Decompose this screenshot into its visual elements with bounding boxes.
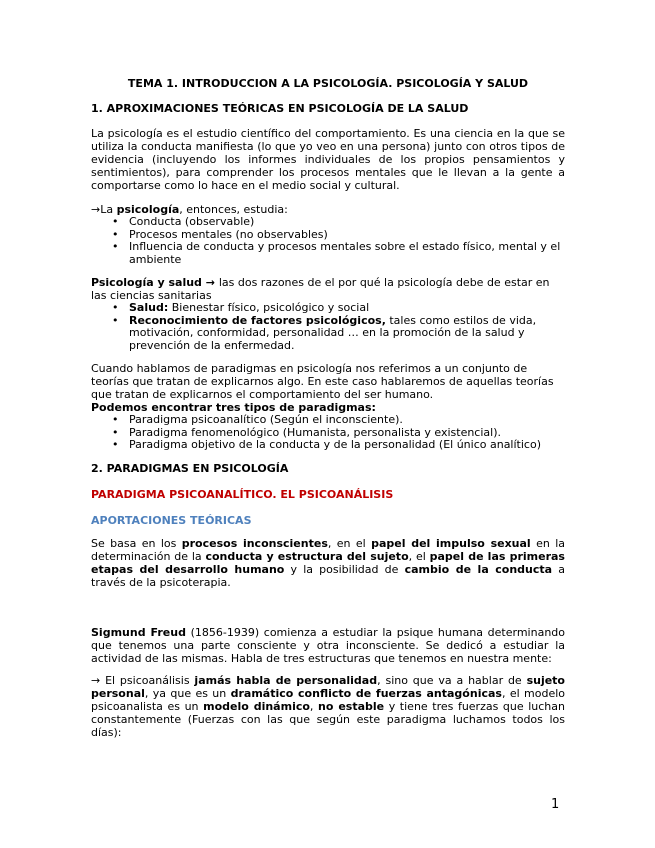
bold-run: no estable: [318, 700, 385, 713]
bold-run: papel de las primeras etapas del desarrollo humano: [91, 550, 565, 576]
text-run: , ya que es un: [144, 687, 231, 700]
text-run: y tiene tres fuerzas que luchan constantemente (Fuerzas con las que según este paradigma luchamos todos los días):: [91, 700, 565, 739]
bold-run: jamás habla de personalidad: [194, 674, 378, 687]
text-run: (1856-1939) comienza a estudiar la psique humana determinando que tenemos una parte consciente y otra inconsciente. Se dedicó a estudiar la actividad de las mismas. Habla de tres estructuras que tenemos en nuestra mente:: [91, 626, 566, 665]
studies-list: [91, 216, 565, 266]
paradigms-block: [91, 362, 565, 452]
list-item: • Conducta (observable): [91, 216, 565, 229]
section2-heading: 2. PARADIGMAS EN PSICOLOGÍA: [91, 462, 289, 475]
text-run: → El psicoanálisis: [91, 674, 195, 687]
list-item: • Paradigma objetivo de la conducta y de la personalidad (El único analítico): [91, 439, 565, 452]
text-run: , sino que va a hablar de: [377, 674, 527, 687]
text-run: , en el: [327, 537, 372, 550]
section1-heading: 1. APROXIMACIONES TEÓRICAS EN PSICOLOGÍA DE LA SALUD: [91, 102, 469, 115]
list-item: • Influencia de conducta y procesos mentales sobre el estado físico, mental y el ambiente: [91, 241, 565, 266]
studies-block: [91, 203, 565, 266]
bold-run: dramático conflicto de fuerzas antagónicas: [230, 687, 502, 700]
paradigms-text: Cuando hablamos de paradigmas en psicología nos referimos a un conjunto de teorías que tratan de explicarnos algo. En este caso hablaremos de aquellas teorías que tratan de explicarnos el comportamiento del ser humano.: [91, 362, 554, 401]
studies-bold: psicología: [116, 203, 180, 216]
paragraph-2: [91, 626, 565, 665]
list-item: • Paradigma fenomenológico (Humanista, personalista y existencial).: [91, 427, 565, 440]
red-heading: PARADIGMA PSICOANALÍTICO. EL PSICOANÁLISIS: [91, 488, 394, 501]
intro-paragraph: La psicología es el estudio científico del comportamiento. Es una ciencia en la que se utiliza la conducta manifiesta (lo que yo veo en una persona) junto con otros tipos de evidencia (incluyendo los informes individuales de los propios pensamientos y sentimientos), para comprender los procesos mentales que le llevan a la gente a comportarse como lo hace en el medio social y cultural.: [91, 127, 565, 192]
text-run: en la determinación de la: [91, 537, 566, 563]
page-title: TEMA 1. INTRODUCCION A LA PSICOLOGÍA. PSICOLOGÍA Y SALUD: [127, 77, 529, 90]
arrow-icon: →: [201, 276, 219, 289]
text-run: y la posibilidad de: [284, 563, 405, 576]
health-block: [91, 276, 565, 352]
paragraph-1: [91, 537, 565, 589]
bold-run: papel del impulso sexual: [371, 537, 531, 550]
studies-suffix: , entonces, estudia:: [179, 203, 288, 216]
item-bold: Salud:: [129, 301, 169, 314]
health-text: las dos razones de el por qué la psicología debe de estar en las ciencias sanitarias: [91, 276, 550, 302]
bold-run: conducta y estructura del sujeto: [205, 550, 409, 563]
bold-run: modelo dinámico: [203, 700, 310, 713]
paradigms-list: [91, 414, 565, 452]
item-text: Bienestar físico, psicológico y social: [168, 301, 370, 314]
list-item: • Procesos mentales (no observables): [91, 229, 565, 242]
text-run: , el modelo psicoanalista es un: [91, 687, 565, 713]
text-run: , el: [408, 550, 430, 563]
list-item: • Paradigma psicoanalítico (Según el inconsciente).: [91, 414, 565, 427]
item-text: tales como estilos de vida, motivación, conformidad, personalidad … en la promoción de la salud y prevención de la enfermedad.: [129, 313, 537, 352]
arrow-prefix: →La: [91, 203, 117, 216]
bold-run: procesos inconscientes: [181, 537, 328, 550]
health-list: [91, 302, 565, 352]
health-lead: [91, 276, 565, 302]
health-bold: Psicología y salud: [91, 276, 202, 289]
list-item: [91, 315, 565, 353]
bold-run: Sigmund Freud: [91, 626, 186, 639]
text-run: Se basa en los: [91, 537, 182, 550]
blue-heading: APORTACIONES TEÓRICAS: [91, 514, 252, 527]
bold-run: sujeto personal: [91, 674, 565, 700]
text-run: ,: [309, 700, 319, 713]
paradigms-bold: Podemos encontrar tres tipos de paradigmas:: [91, 401, 376, 414]
page-number: 1: [551, 797, 560, 812]
bold-run: cambio de la conducta: [404, 563, 553, 576]
item-bold: Reconocimiento de factores psicológicos,: [129, 313, 386, 327]
text-run: a través de la psicoterapia.: [91, 563, 565, 589]
paragraph-3: [91, 674, 565, 739]
